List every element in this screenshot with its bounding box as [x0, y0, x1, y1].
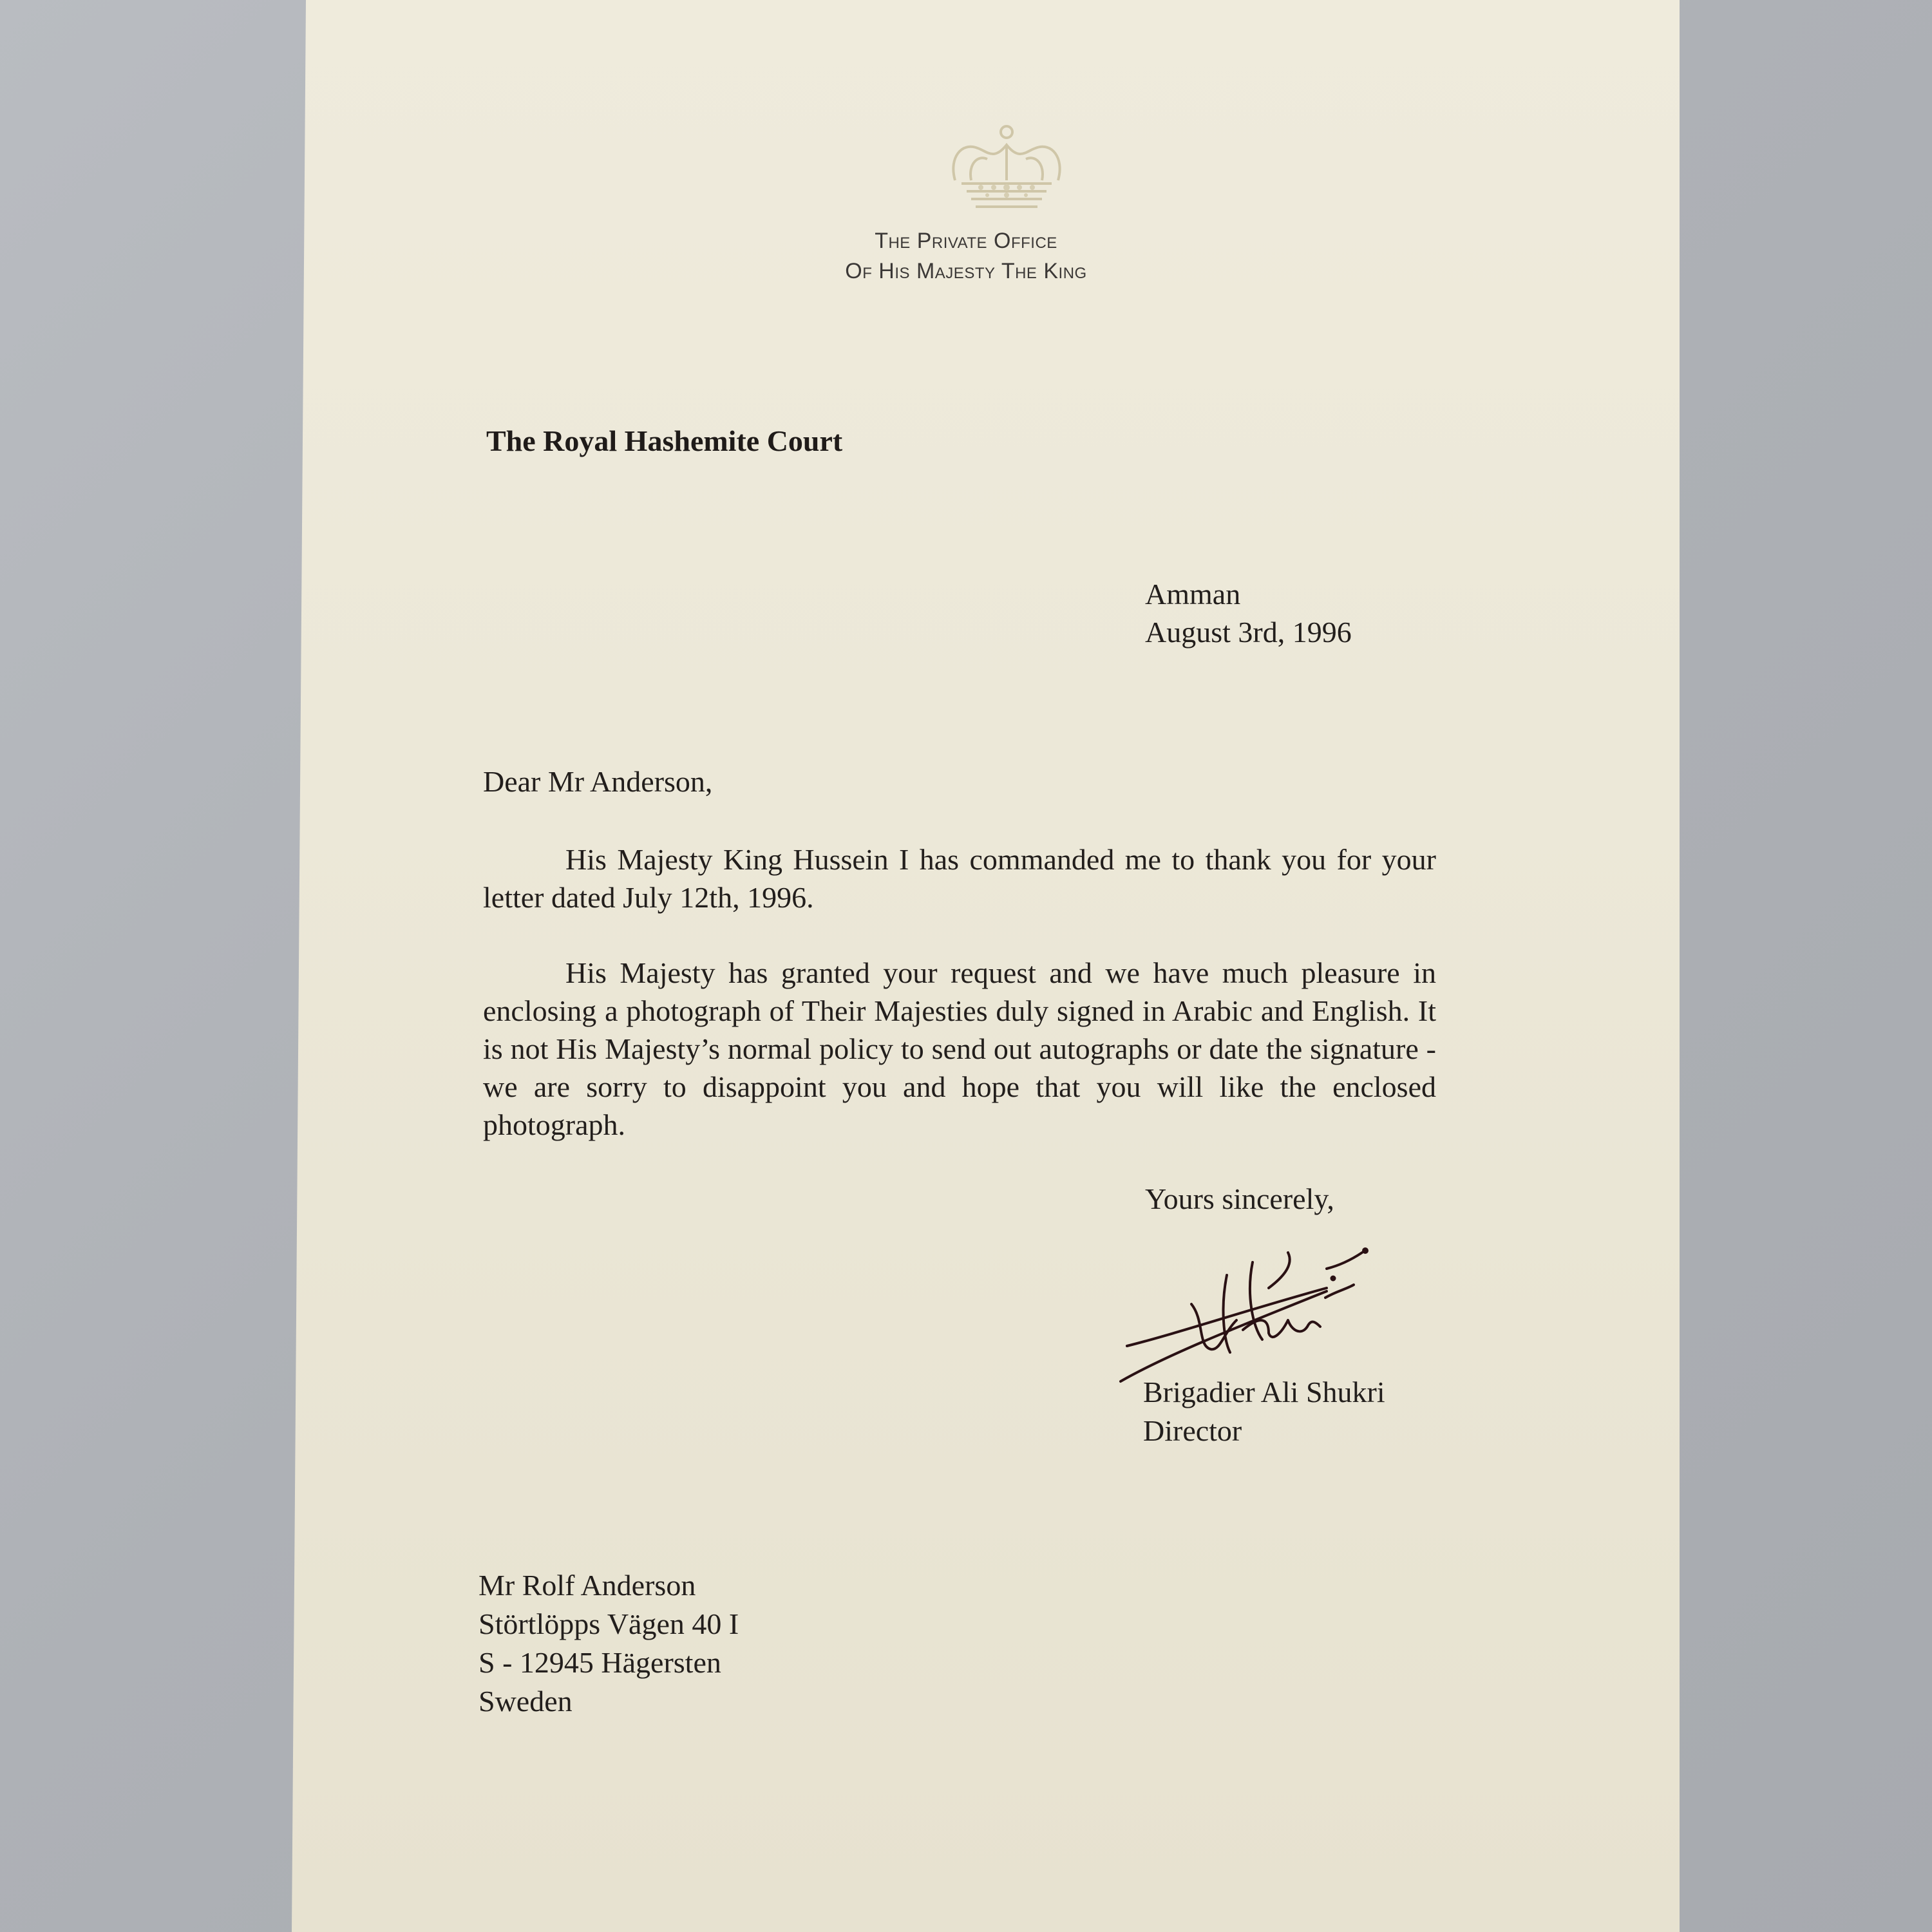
handwritten-signature	[1114, 1217, 1404, 1391]
letterhead-line1: The Private Office	[875, 229, 1057, 253]
letter-place: Amman	[1145, 578, 1241, 611]
body-paragraph: His Majesty King Hussein I has commanded me to thank you for your letter dated July 12th, 1996.	[483, 843, 1436, 914]
court-heading: The Royal Hashemite Court	[486, 424, 843, 457]
recipient-address-line: Sweden	[478, 1685, 573, 1718]
recipient-address-line: Störtlöpps Vägen 40 I	[478, 1607, 739, 1640]
signer-title: Director	[1143, 1414, 1242, 1447]
crown-icon	[942, 119, 1071, 213]
signer-name: Brigadier Ali Shukri	[1143, 1376, 1385, 1408]
letterhead-line2: Of His Majesty The King	[845, 259, 1087, 283]
body-paragraph: His Majesty has granted your request and we have much pleasure in enclosing a photograph of Their Majesties duly signed in Arabic and English. It is not His Majesty’s normal policy to send out autographs or date the signature - we are sorry to disappoint you and hope that you will like the enclosed photograph.	[483, 956, 1436, 1141]
letter-date: August 3rd, 1996	[1145, 616, 1352, 649]
closing: Yours sincerely,	[1145, 1182, 1334, 1215]
salutation: Dear Mr Anderson,	[483, 765, 713, 798]
recipient-address-line: Mr Rolf Anderson	[478, 1569, 696, 1602]
recipient-address-line: S - 12945 Hägersten	[478, 1646, 721, 1679]
